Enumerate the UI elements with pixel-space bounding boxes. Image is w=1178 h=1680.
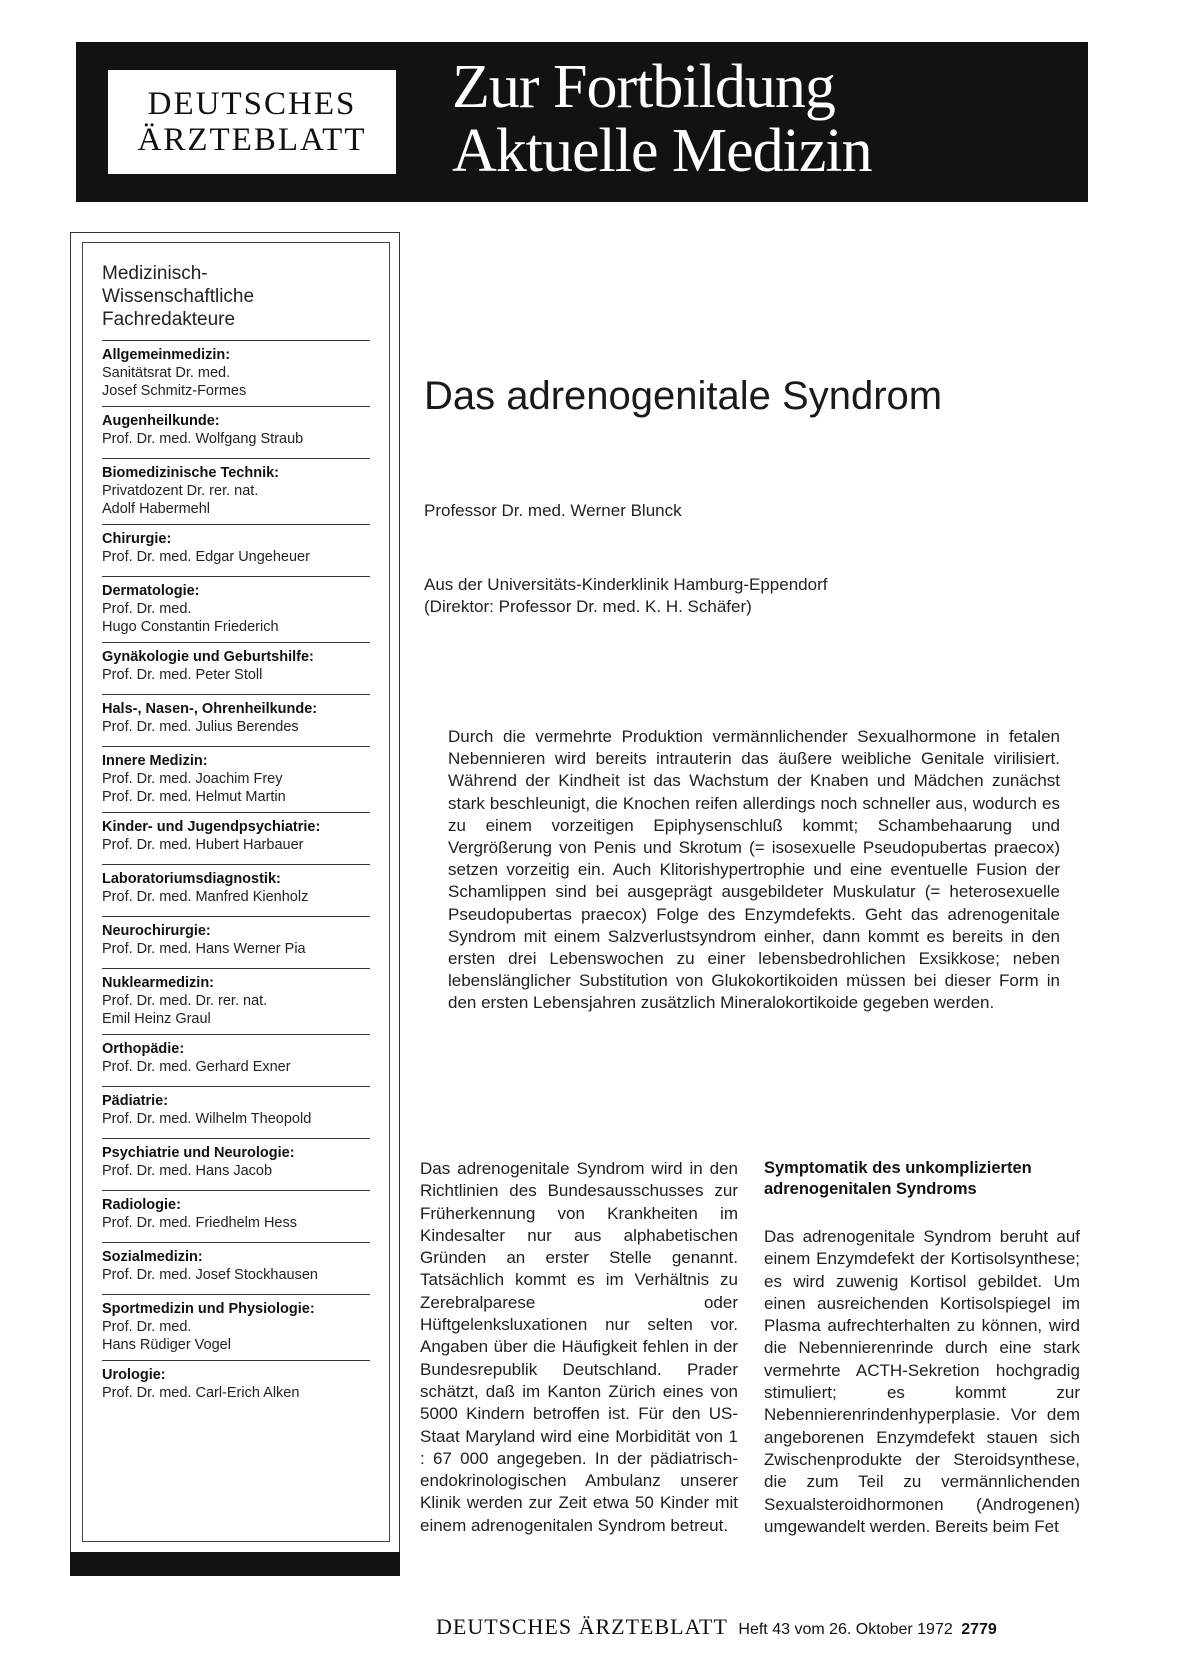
editor-entry <box>102 524 370 576</box>
editor-specialty: Orthopädie: <box>102 1041 185 1057</box>
editor-specialty: Dermatologie: <box>102 583 200 599</box>
editor-entry <box>102 1138 370 1190</box>
editor-entry <box>102 1360 370 1412</box>
editor-name: Prof. Dr. med. Hans Werner Pia <box>102 941 306 957</box>
editor-specialty: Augenheilkunde: <box>102 413 220 429</box>
sidebar-footer-bar <box>70 1552 400 1576</box>
editor-entry <box>102 916 370 968</box>
editor-entry <box>102 642 370 694</box>
editor-specialty: Hals-, Nasen-, Ohrenheilkunde: <box>102 701 318 717</box>
logo-line-1: DEUTSCHES <box>147 86 357 122</box>
logo-line-2: ÄRZTEBLATT <box>137 122 367 158</box>
editor-name: Prof. Dr. med. Wolfgang Straub <box>102 431 304 447</box>
editor-name: Prof. Dr. med. Julius Berendes <box>102 719 299 735</box>
sidebar-heading <box>102 262 372 331</box>
editor-entry <box>102 340 370 406</box>
editor-specialty: Pädiatrie: <box>102 1093 169 1109</box>
article-title: Das adrenogenitale Syndrom <box>424 374 943 418</box>
editor-name: Prof. Dr. med. <box>102 1319 192 1335</box>
editor-entry <box>102 864 370 916</box>
section-title <box>452 55 872 183</box>
editor-entry <box>102 406 370 458</box>
editor-entry <box>102 1190 370 1242</box>
editor-name: Prof. Dr. med. Gerhard Exner <box>102 1059 291 1075</box>
editor-specialty: Gynäkologie und Geburtshilfe: <box>102 649 314 665</box>
article-affiliation <box>424 574 827 618</box>
editor-name: Prof. Dr. med. Wilhelm Theopold <box>102 1111 312 1127</box>
sidebar-heading-line: Fachredakteure <box>102 309 236 330</box>
article-author: Professor Dr. med. Werner Blunck <box>424 501 682 520</box>
editor-name: Prof. Dr. med. Dr. rer. nat. <box>102 993 268 1009</box>
editor-specialty: Sportmedizin und Physiologie: <box>102 1301 315 1317</box>
editor-name: Hans Rüdiger Vogel <box>102 1337 231 1353</box>
footer-page-number: 2779 <box>961 1621 997 1638</box>
editor-specialty: Laboratoriumsdiagnostik: <box>102 871 281 887</box>
editor-list <box>102 340 370 1412</box>
editor-specialty: Neurochirurgie: <box>102 923 211 939</box>
section-title-line-1: Zur Fortbildung <box>452 53 835 121</box>
section-title-line-2: Aktuelle Medizin <box>452 117 872 185</box>
article-abstract: Durch die vermehrte Produktion vermännlichender Sexualhormone in fetalen Nebennieren wird bereits intrauterin das äußere weibliche Genitale virilisiert. Während der Kindheit ist das Wachstum der Knaben und Mädchen zunächst stark beschleunigt, die Knochen reifen allerdings noch schneller aus, wodurch es zu einem vorzeitigen Epiphysenschluß kommt; Schambehaarung und Vergrößerung von Penis und Skrotum (= isosexuelle Pseudopubertas praecox) setzen vorzeitig ein. Auch Klitorishypertrophie und eine eventuelle Fusion der Schamlippen sind bei ausgeprägt ausgebildeter Muskulatur (= heterosexuelle Pseudopubertas praecox) Folge des Enzymdefekts. Geht das adrenogenitale Syndrom mit einem Salzverlustsyndrom einher, dann kommt es bereits in den ersten drei Lebenswochen zu einer lebensbedrohlichen Exsikkose; neben lebenslänglicher Substitution von Glukokortikoiden müssen bei dieser Form in den ersten Lebensjahren zusätzlich Mineralokortikoide gegeben werden. <box>448 727 1060 1013</box>
editor-name: Prof. Dr. med. Friedhelm Hess <box>102 1215 297 1231</box>
editor-entry <box>102 694 370 746</box>
editor-entry <box>102 746 370 812</box>
editor-entry <box>102 1242 370 1294</box>
editor-specialty: Allgemeinmedizin: <box>102 347 231 363</box>
editor-specialty: Radiologie: <box>102 1197 181 1213</box>
editor-specialty: Sozialmedizin: <box>102 1249 203 1265</box>
editor-name: Josef Schmitz-Formes <box>102 383 247 399</box>
editor-specialty: Nuklearmedizin: <box>102 975 214 991</box>
editor-name: Prof. Dr. med. Hubert Harbauer <box>102 837 304 853</box>
editor-specialty: Psychiatrie und Neurologie: <box>102 1145 295 1161</box>
editor-entry <box>102 576 370 642</box>
editor-specialty: Innere Medizin: <box>102 753 208 769</box>
editor-name: Prof. Dr. med. Manfred Kienholz <box>102 889 309 905</box>
editor-entry <box>102 1294 370 1360</box>
editor-name: Adolf Habermehl <box>102 501 210 517</box>
journal-logo <box>108 70 396 174</box>
sidebar-heading-line: Medizinisch- <box>102 263 208 284</box>
footer-issue: Heft 43 vom 26. Oktober 1972 <box>738 1621 953 1638</box>
editor-entry <box>102 458 370 524</box>
affiliation-line-2: (Direktor: Professor Dr. med. K. H. Schäfer) <box>424 597 752 616</box>
affiliation-line-1: Aus der Universitäts-Kinderklinik Hamburg-Eppendorf <box>424 575 828 594</box>
editor-name: Privatdozent Dr. rer. nat. <box>102 483 259 499</box>
editor-name: Hugo Constantin Friederich <box>102 619 279 635</box>
editor-specialty: Chirurgie: <box>102 531 172 547</box>
footer-journal-name: DEUTSCHES ÄRZTEBLATT <box>436 1614 728 1639</box>
editor-name: Prof. Dr. med. Josef Stockhausen <box>102 1267 318 1283</box>
sidebar-heading-line: Wissenschaftliche <box>102 286 255 307</box>
editor-specialty: Urologie: <box>102 1367 166 1383</box>
page-footer <box>436 1614 997 1640</box>
editor-specialty: Biomedizinische Technik: <box>102 465 279 481</box>
editor-name: Prof. Dr. med. Helmut Martin <box>102 789 286 805</box>
editor-name: Prof. Dr. med. Carl-Erich Alken <box>102 1385 300 1401</box>
editor-name: Emil Heinz Graul <box>102 1011 211 1027</box>
editor-entry <box>102 1034 370 1086</box>
editor-specialty: Kinder- und Jugendpsychiatrie: <box>102 819 321 835</box>
editor-name: Prof. Dr. med. Hans Jacob <box>102 1163 273 1179</box>
editor-name: Prof. Dr. med. Joachim Frey <box>102 771 283 787</box>
editor-entry <box>102 1086 370 1138</box>
editor-entry <box>102 812 370 864</box>
editor-name: Sanitätsrat Dr. med. <box>102 365 231 381</box>
editor-entry <box>102 968 370 1034</box>
editor-name: Prof. Dr. med. <box>102 601 192 617</box>
editor-name: Prof. Dr. med. Peter Stoll <box>102 667 263 683</box>
editor-name: Prof. Dr. med. Edgar Ungeheuer <box>102 549 310 565</box>
body-column-2: Das adrenogenitale Syndrom beruht auf einem Enzymdefekt der Kortisolsynthese; es wird zuwenig Kortisol gebildet. Um einen ausreichenden Kortisolspiegel im Plasma aufrechterhalten zu können, wird die Nebennierenrinde durch eine stark vermehrte ACTH-Sekretion hochgradig stimuliert; es kommt zur Nebennierenrindenhyperplasie. Vor dem angeborenen Enzymdefekt stauen sich Zwischenprodukte der Steroidsynthese, die zum Teil zu vermännlichenden Sexualsteroidhormonen (Androgenen) umgewandelt werden. Bereits beim Fet <box>764 1227 1080 1536</box>
section-heading: Symptomatik des unkomplizierten adrenogenitalen Syndroms <box>764 1159 1032 1198</box>
body-column-1: Das adrenogenitale Syndrom wird in den Richtlinien des Bundesausschusses zur Früherkennung von Krankheiten im Kindesalter nur aus alphabetischen Gründen an erster Stelle genannt. Tatsächlich kommt es im Verhältnis zu Zerebralparese oder Hüftgelenksluxationen nur selten vor. Angaben über die Häufigkeit fehlen in der Bundesrepublik Deutschland. Prader schätzt, daß im Kanton Zürich eines von 5000 Kindern betroffen ist. Für den US-Staat Maryland wird eine Morbidität von 1 : 67 000 angegeben. In der pädiatrisch-endokrinologischen Ambulanz unserer Klinik werden zur Zeit etwa 50 Kinder mit einem adrenogenitalen Syndrom betreut. <box>420 1159 738 1535</box>
